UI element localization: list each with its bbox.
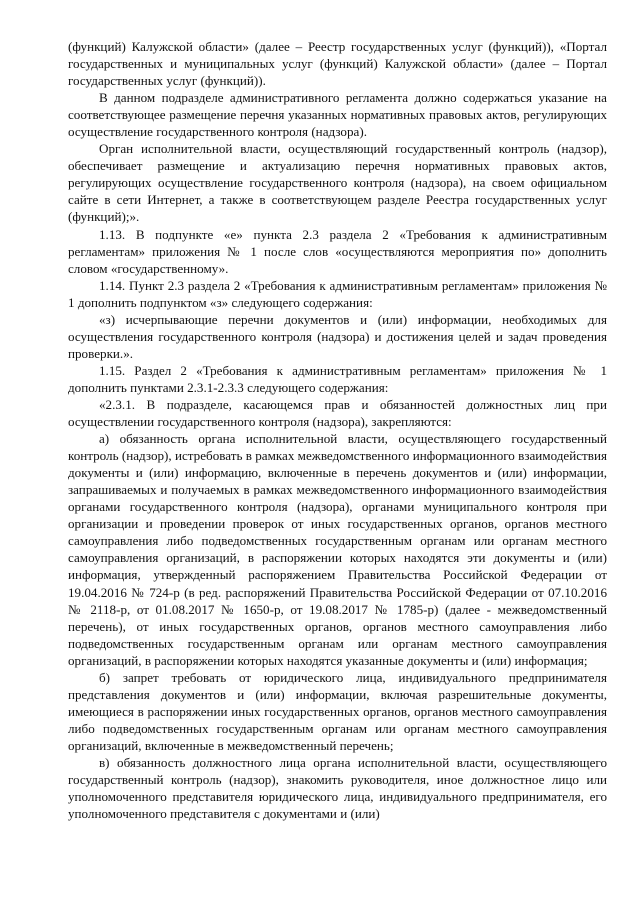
paragraph: В данном подразделе административного регламента должно содержаться указание на соответствующее размещение перечня указанных нормативных правовых актов, регулирующих осуществление государственного контроля (надзора). [68,90,607,140]
paragraph: «з) исчерпывающие перечни документов и (или) информации, необходимых для осуществления государственного контроля (надзора) и достижения целей и задач проведения проверки.». [68,311,607,361]
paragraph: 1.13. В подпункте «е» пункта 2.3 раздела 2 «Требования к административным регламентам» приложения № 1 после слов «осуществляются мероприятия по» дополнить словом «государственному». [68,226,607,276]
paragraph: в) обязанность должностного лица органа исполнительной власти, осуществляющего государственный контроль (надзор), знакомить руководителя, иное должностное лицо или уполномоченного представителя юридического лица, индивидуального предпринимателя, его уполномоченного представителя с документами и (или) [68,754,607,822]
paragraph: «2.3.1. В подразделе, касающемся прав и обязанностей должностных лиц при осуществлении государственного контроля (надзора), закрепляются: [68,396,607,430]
paragraph: 1.15. Раздел 2 «Требования к административным регламентам» приложения № 1 дополнить пунктами 2.3.1-2.3.3 следующего содержания: [68,362,607,395]
paragraph: Орган исполнительной власти, осуществляющий государственный контроль (надзор), обеспечивает размещение и актуализацию перечня нормативных правовых актов, регулирующих осуществление государственного контроля (надзора), на своем официальном сайте в сети Интернет, а также в соответствующем разделе Реестра государственных услуг (функций);». [68,141,607,225]
paragraph: (функций) Калужской области» (далее – Реестр государственных услуг (функций)), «Портал государственных и муниципальных услуг (функций) Калужской области» (далее – Портал государственных услуг (функций)). [68,39,607,89]
paragraph: 1.14. Пункт 2.3 раздела 2 «Требования к административным регламентам» приложения № 1 дополнить подпунктом «з» следующего содержания: [68,277,607,310]
paragraph: а) обязанность органа исполнительной власти, осуществляющего государственный контроль (надзор), истребовать в рамках межведомственного информационного взаимодействия документы и (или) информацию, включенные в перечень документов и (или) информации, запрашиваемых и получаемых в рамках межведомственного информационного взаимодействия органами государственного контроля (надзора), органами муниципального контроля при организации и проведении проверок от иных государственных органов, органов местного самоуправления либо подведомственных государственным органам или органам местного самоуправления организаций, в распоряжении которых находятся эти документы и (или) информация, утвержденный распоряжением Правительства Российской Федерации от 19.04.2016 № 724-р (в ред. распоряжений Правительства Российской Федерации от 07.10.2016 № 2118-р, от 01.08.2017 № 1650-р, от 19.08.2017 № 1785-р) (далее - межведомственный перечень), от иных государственных органов, органов местного самоуправления либо подведомственных государственным органам или органам местного самоуправления организаций, в распоряжении которых находятся указанные документы и (или) информация; [68,431,607,668]
paragraph: б) запрет требовать от юридического лица, индивидуального предпринимателя представления документов и (или) информации, включая разрешительные документы, имеющиеся в распоряжении иных государственных органов, органов местного самоуправления либо подведомственных государственным органам или органам местного самоуправления организаций, включенные в межведомственный перечень; [68,669,607,753]
